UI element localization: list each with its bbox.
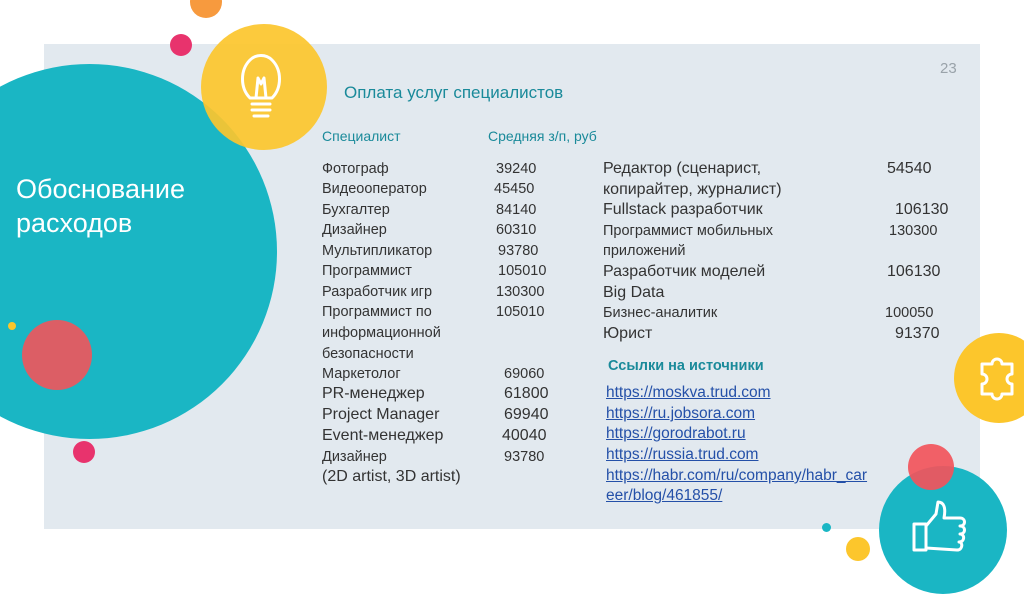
row-value: 40040: [502, 427, 547, 444]
row-value: 61800: [504, 385, 549, 402]
table-row: [603, 159, 932, 179]
row-name: приложений: [603, 243, 686, 259]
section-title-line-1: Обоснование: [16, 174, 185, 204]
deco-circle-coral-right: [908, 444, 954, 490]
deco-dot-teal-bottom: [822, 523, 831, 532]
row-value: 91370: [895, 325, 940, 342]
table-row: [603, 241, 686, 261]
table-row: [322, 426, 547, 446]
row-value: 105010: [498, 263, 547, 279]
row-name: Project Manager: [322, 406, 440, 423]
sources-title: Ссылки на источники: [608, 358, 764, 374]
row-value: 106130: [887, 263, 941, 280]
row-name: Big Data: [603, 284, 665, 301]
row-value: 106130: [895, 201, 949, 218]
deco-dot-teal-left: [103, 421, 113, 431]
row-name: Маркетолог: [322, 366, 401, 382]
table-row: [603, 324, 940, 344]
table-row: [322, 282, 545, 302]
deco-circle-coral-left: [22, 320, 92, 390]
table-row: [603, 283, 664, 303]
row-value: 45450: [494, 181, 535, 197]
deco-dot-orange-bottom: [846, 537, 870, 561]
row-value: 39240: [496, 161, 537, 177]
row-name: Бизнес-аналитик: [603, 305, 718, 321]
table-row: [322, 364, 545, 384]
table-row: [322, 159, 537, 179]
thumbs-up-icon: [910, 498, 972, 560]
row-name: Разработчик моделей: [603, 263, 766, 280]
puzzle-icon: [972, 354, 1022, 404]
table-row: [603, 200, 949, 220]
source-link-russia-trud[interactable]: https://russia.trud.com: [606, 446, 759, 463]
row-value: 84140: [496, 202, 537, 218]
table-row: [603, 262, 941, 282]
table-row: [322, 467, 461, 487]
table-row: [603, 180, 782, 200]
table-row: [322, 323, 441, 343]
row-name: безопасности: [322, 346, 414, 362]
row-name: Разработчик игр: [322, 284, 433, 300]
row-name: Программист по: [322, 304, 432, 320]
row-name: копирайтер, журналист): [603, 181, 782, 198]
row-value: 105010: [496, 304, 545, 320]
row-value: 69940: [504, 406, 549, 423]
deco-circle-pink-top: [170, 34, 192, 56]
page-number: 23: [940, 60, 957, 77]
row-name: Event-менеджер: [322, 427, 444, 444]
lightbulb-icon: [236, 48, 286, 128]
table-row: [322, 302, 545, 322]
source-link-habr-line-1[interactable]: https://habr.com/ru/company/habr_car: [606, 467, 868, 484]
source-link-habr-line-2[interactable]: eer/blog/461855/: [606, 487, 723, 504]
row-name: Фотограф: [322, 161, 389, 177]
table-row: [322, 179, 535, 199]
row-name: информационной: [322, 325, 441, 341]
row-name: Видеооператор: [322, 181, 427, 197]
table-row: [322, 405, 549, 425]
section-title-line-2: расходов: [16, 208, 133, 238]
table-row: [603, 303, 934, 323]
row-value: 93780: [498, 243, 539, 259]
row-name: Мультипликатор: [322, 243, 433, 259]
deco-dot-pink-left: [73, 441, 95, 463]
row-value: 130300: [889, 223, 938, 239]
table-row: [322, 261, 547, 281]
header-specialist: Специалист: [322, 128, 401, 144]
row-name: Юрист: [603, 325, 653, 342]
row-value: 100050: [885, 305, 934, 321]
table-row: [322, 241, 539, 261]
row-value: 69060: [504, 366, 545, 382]
header-salary: Средняя з/п, руб: [488, 128, 597, 144]
deco-circle-orange-top: [190, 0, 222, 18]
table-row: [322, 384, 549, 404]
row-name: Дизайнер: [322, 449, 387, 465]
row-name: Бухгалтер: [322, 202, 390, 218]
table-row: [322, 200, 537, 220]
page-subtitle: Оплата услуг специалистов: [344, 83, 564, 102]
section-title: [16, 172, 246, 240]
table-row: [322, 447, 545, 467]
row-name: Редактор (сценарист,: [603, 160, 762, 177]
row-value: 54540: [887, 160, 932, 177]
row-name: (2D artist, 3D artist): [322, 468, 461, 485]
row-name: Дизайнер: [322, 222, 387, 238]
row-name: Программист мобильных: [603, 223, 774, 239]
row-value: 60310: [496, 222, 537, 238]
deco-dot-yellow-left: [8, 322, 16, 330]
table-row: [603, 221, 938, 241]
source-link-jobsora[interactable]: https://ru.jobsora.com: [606, 405, 756, 422]
row-name: Fullstack разработчик: [603, 201, 763, 218]
table-row: [322, 344, 414, 364]
row-value: 93780: [504, 449, 545, 465]
row-name: PR-менеджер: [322, 385, 425, 402]
source-link-moskva-trud[interactable]: https://moskva.trud.com: [606, 384, 771, 401]
row-value: 130300: [496, 284, 545, 300]
source-link-gorodrabot[interactable]: https://gorodrabot.ru: [606, 425, 746, 442]
row-name: Программист: [322, 263, 412, 279]
table-row: [322, 220, 537, 240]
